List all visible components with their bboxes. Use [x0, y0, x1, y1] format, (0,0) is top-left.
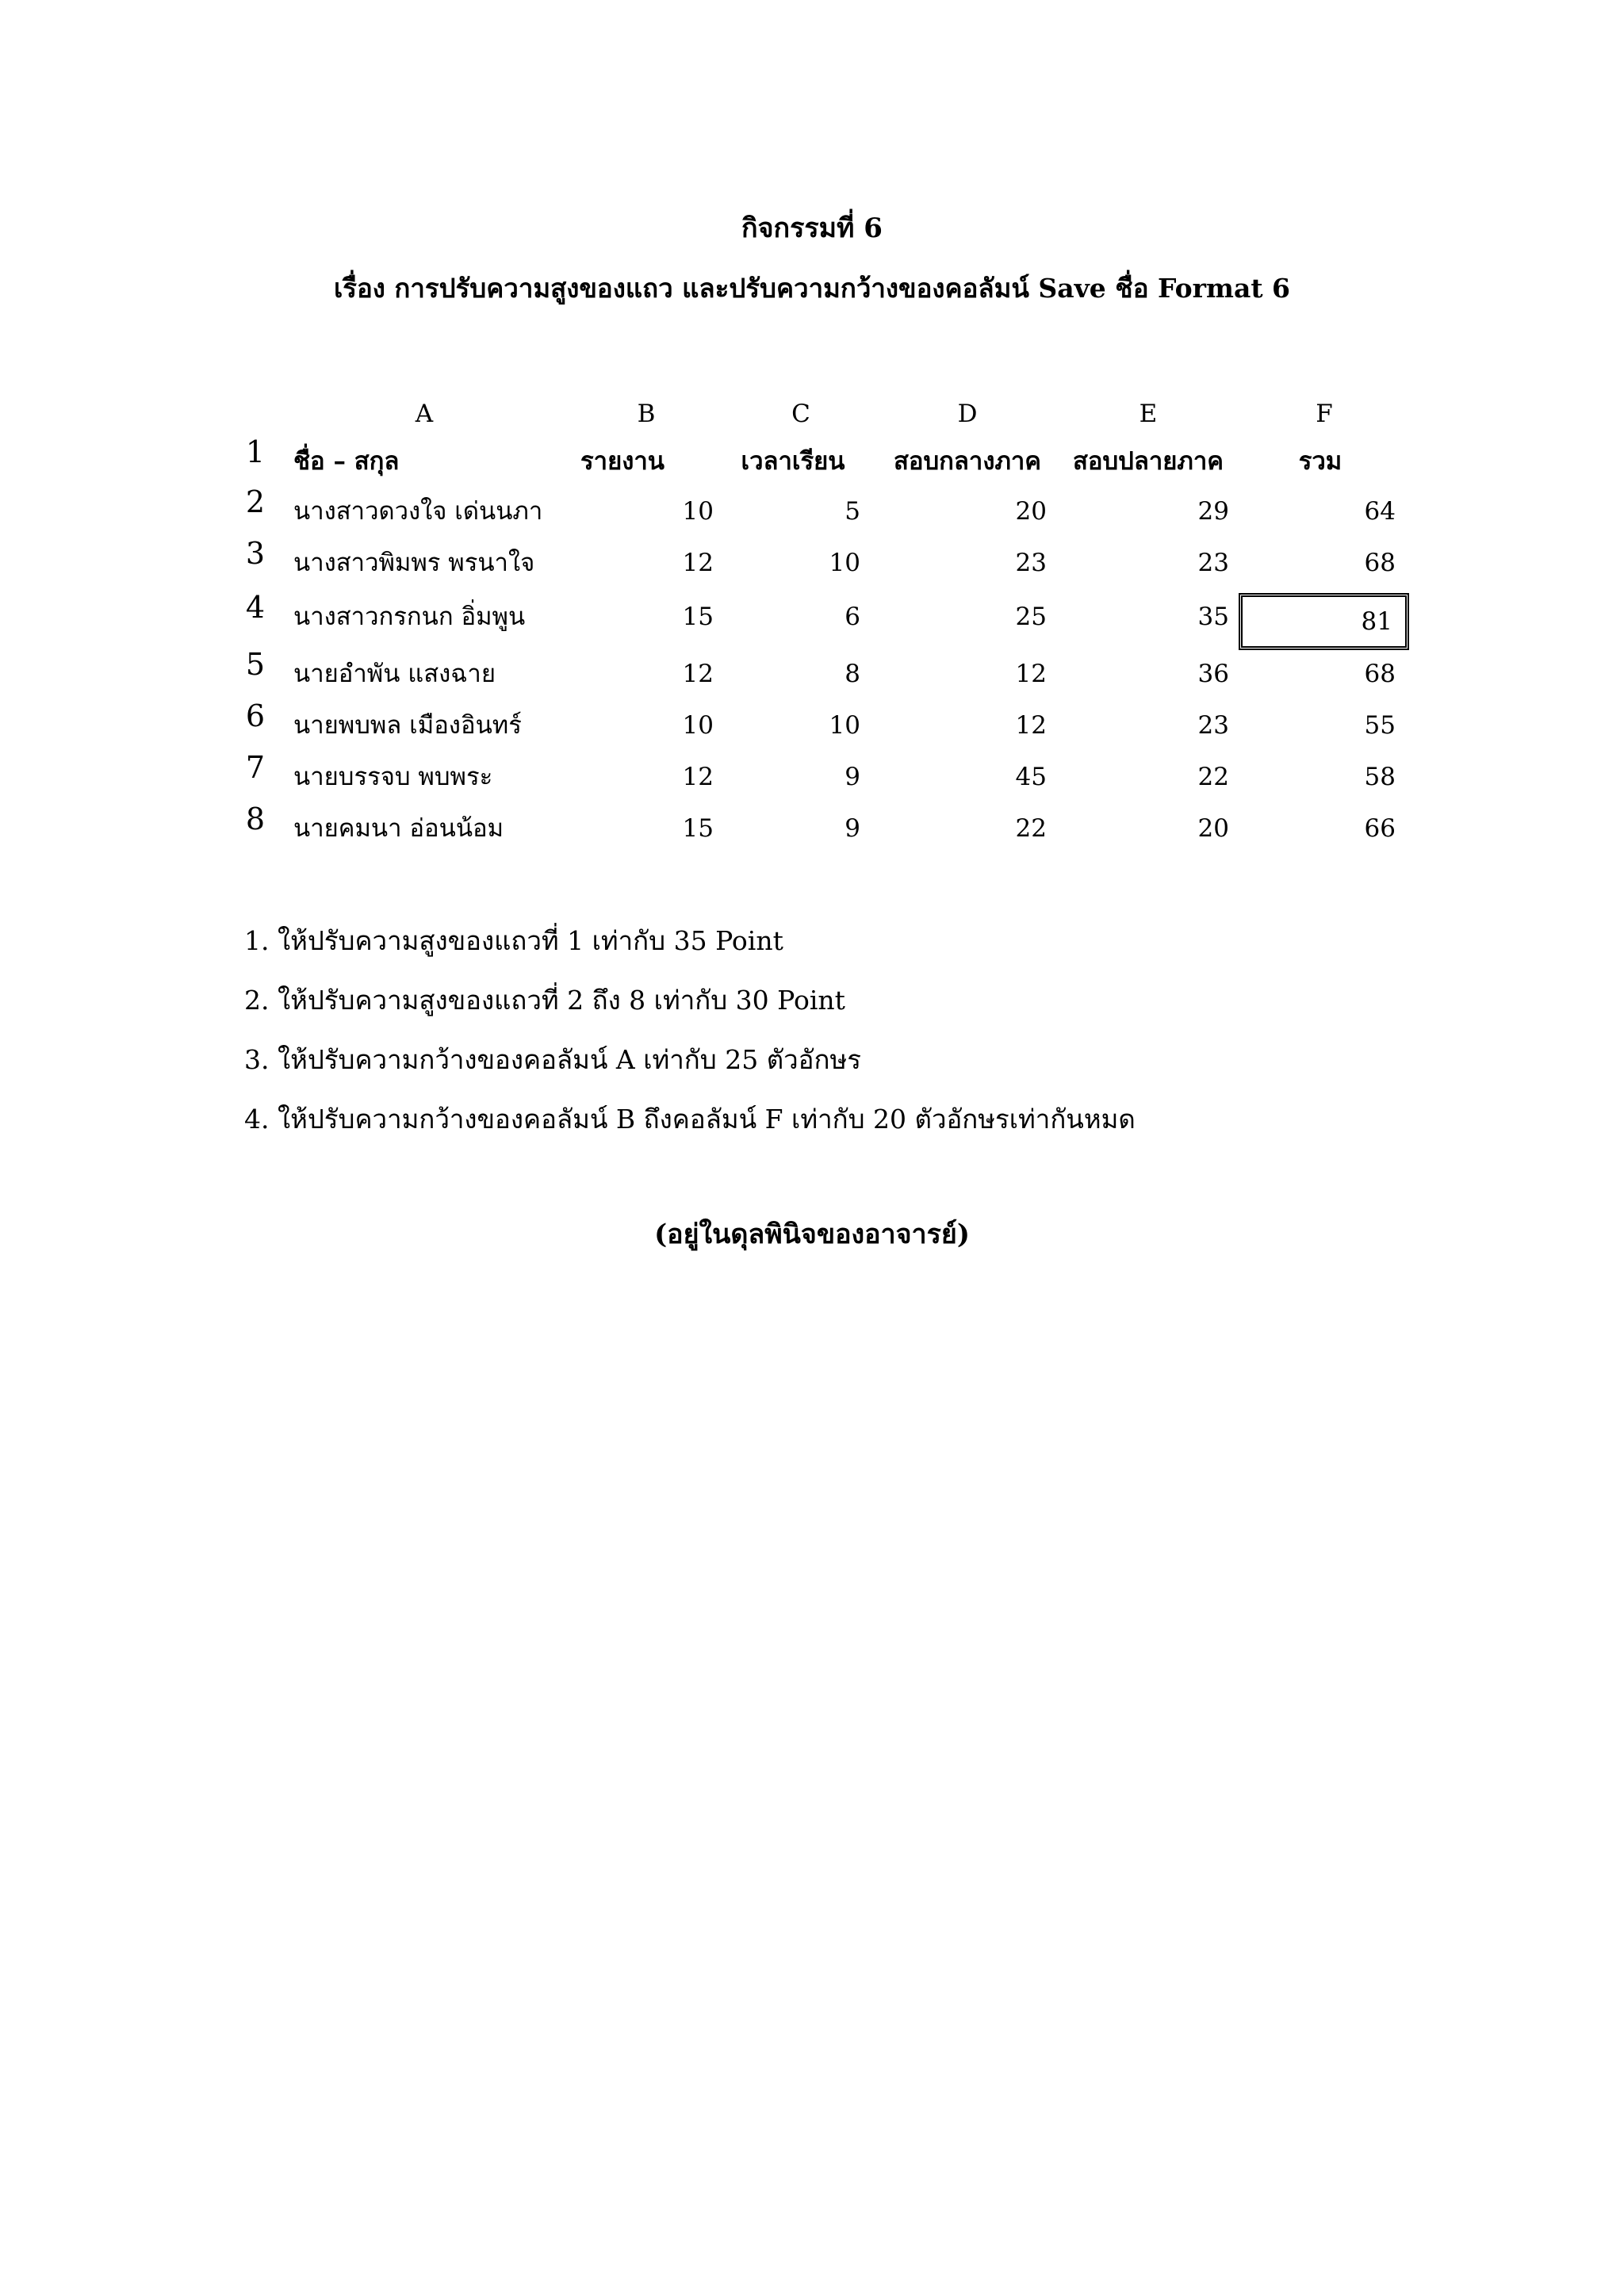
score-cell: 15	[682, 603, 714, 631]
score-cell: 20	[1197, 814, 1229, 843]
row-number: 2	[245, 484, 266, 519]
score-cell: 35	[1197, 603, 1229, 631]
page-title: กิจกรรมที่ 6	[741, 212, 883, 244]
column-letter-e: E	[1139, 400, 1158, 428]
score-cell: 8	[845, 660, 860, 688]
score-cell: 10	[682, 711, 714, 740]
instruction-item: 1. ให้ปรับความสูงของแถวที่ 1 เท่ากับ 35 Point	[244, 925, 783, 956]
row-number: 5	[245, 647, 266, 682]
name-cell: นายคมนา อ่อนน้อม	[293, 814, 504, 843]
row-number: 7	[245, 750, 266, 785]
score-cell: 25	[1015, 603, 1047, 631]
name-cell: นายบรรจบ พบพระ	[293, 763, 493, 791]
score-cell: 12	[682, 549, 714, 577]
footer-note: (อยู่ในดุลพินิจของอาจารย์)	[654, 1219, 970, 1250]
score-cell: 23	[1197, 549, 1229, 577]
score-cell: 10	[829, 711, 860, 740]
header-cell: รวม	[1298, 447, 1342, 476]
row-number: 3	[245, 536, 266, 571]
score-cell: 15	[682, 814, 714, 843]
score-cell: 22	[1197, 763, 1229, 791]
row-number: 4	[245, 590, 266, 625]
score-cell: 12	[1015, 711, 1047, 740]
column-letter-f: F	[1316, 400, 1333, 428]
score-cell: 10	[829, 549, 860, 577]
score-cell: 20	[1015, 497, 1047, 526]
spreadsheet-table	[0, 0, 1624, 872]
score-cell: 22	[1015, 814, 1047, 843]
score-cell: 6	[845, 603, 860, 631]
column-letter-d: D	[957, 400, 978, 428]
header-cell: เวลาเรียน	[741, 447, 845, 476]
score-cell: 45	[1015, 763, 1047, 791]
row-number: 6	[245, 698, 266, 733]
score-cell: 9	[845, 763, 860, 791]
row-number: 1	[245, 434, 266, 469]
score-cell: 68	[1364, 549, 1396, 577]
score-cell: 58	[1364, 763, 1396, 791]
page-subtitle: เรื่อง การปรับความสูงของแถว และปรับความกว้างของคอลัมน์ Save ชื่อ Format 6	[333, 273, 1291, 304]
row-number: 8	[245, 802, 266, 836]
score-cell: 12	[1015, 660, 1047, 688]
column-letter-b: B	[637, 400, 656, 428]
name-cell: นางสาวกรกนก อิ่มพูน	[293, 603, 526, 631]
score-cell: 66	[1364, 814, 1396, 843]
score-cell: 10	[682, 497, 714, 526]
instruction-item: 3. ให้ปรับความกว้างของคอลัมน์ A เท่ากับ 25 ตัวอักษร	[244, 1044, 861, 1075]
score-cell: 55	[1364, 711, 1396, 740]
score-cell: 23	[1015, 549, 1047, 577]
score-cell: 12	[682, 660, 714, 688]
instruction-item: 2. ให้ปรับความสูงของแถวที่ 2 ถึง 8 เท่ากับ 30 Point	[244, 985, 845, 1016]
column-letter-a: A	[415, 400, 434, 428]
score-cell: 68	[1364, 660, 1396, 688]
name-cell: นางสาวพิมพร พรนาใจ	[293, 549, 535, 577]
score-cell: 23	[1197, 711, 1229, 740]
score-cell: 36	[1197, 660, 1229, 688]
header-cell: ชื่อ – สกุล	[293, 447, 400, 476]
score-cell: 9	[845, 814, 860, 843]
header-cell: สอบปลายภาค	[1072, 447, 1224, 476]
column-letter-c: C	[791, 400, 810, 428]
score-cell: 29	[1197, 497, 1229, 526]
score-cell: 12	[682, 763, 714, 791]
score-cell: 64	[1364, 497, 1396, 526]
score-cell: 5	[845, 497, 860, 526]
name-cell: นายอำพัน แสงฉาย	[293, 660, 496, 688]
instruction-item: 4. ให้ปรับความกว้างของคอลัมน์ B ถึงคอลัมน์ F เท่ากับ 20 ตัวอักษรเท่ากันหมด	[244, 1104, 1136, 1135]
selected-cell[interactable]: 81	[1239, 593, 1409, 650]
header-cell: สอบกลางภาค	[893, 447, 1042, 476]
name-cell: นางสาวดวงใจ เด่นนภา	[293, 497, 543, 526]
header-cell: รายงาน	[580, 447, 665, 476]
name-cell: นายพบพล เมืองอินทร์	[293, 711, 522, 740]
